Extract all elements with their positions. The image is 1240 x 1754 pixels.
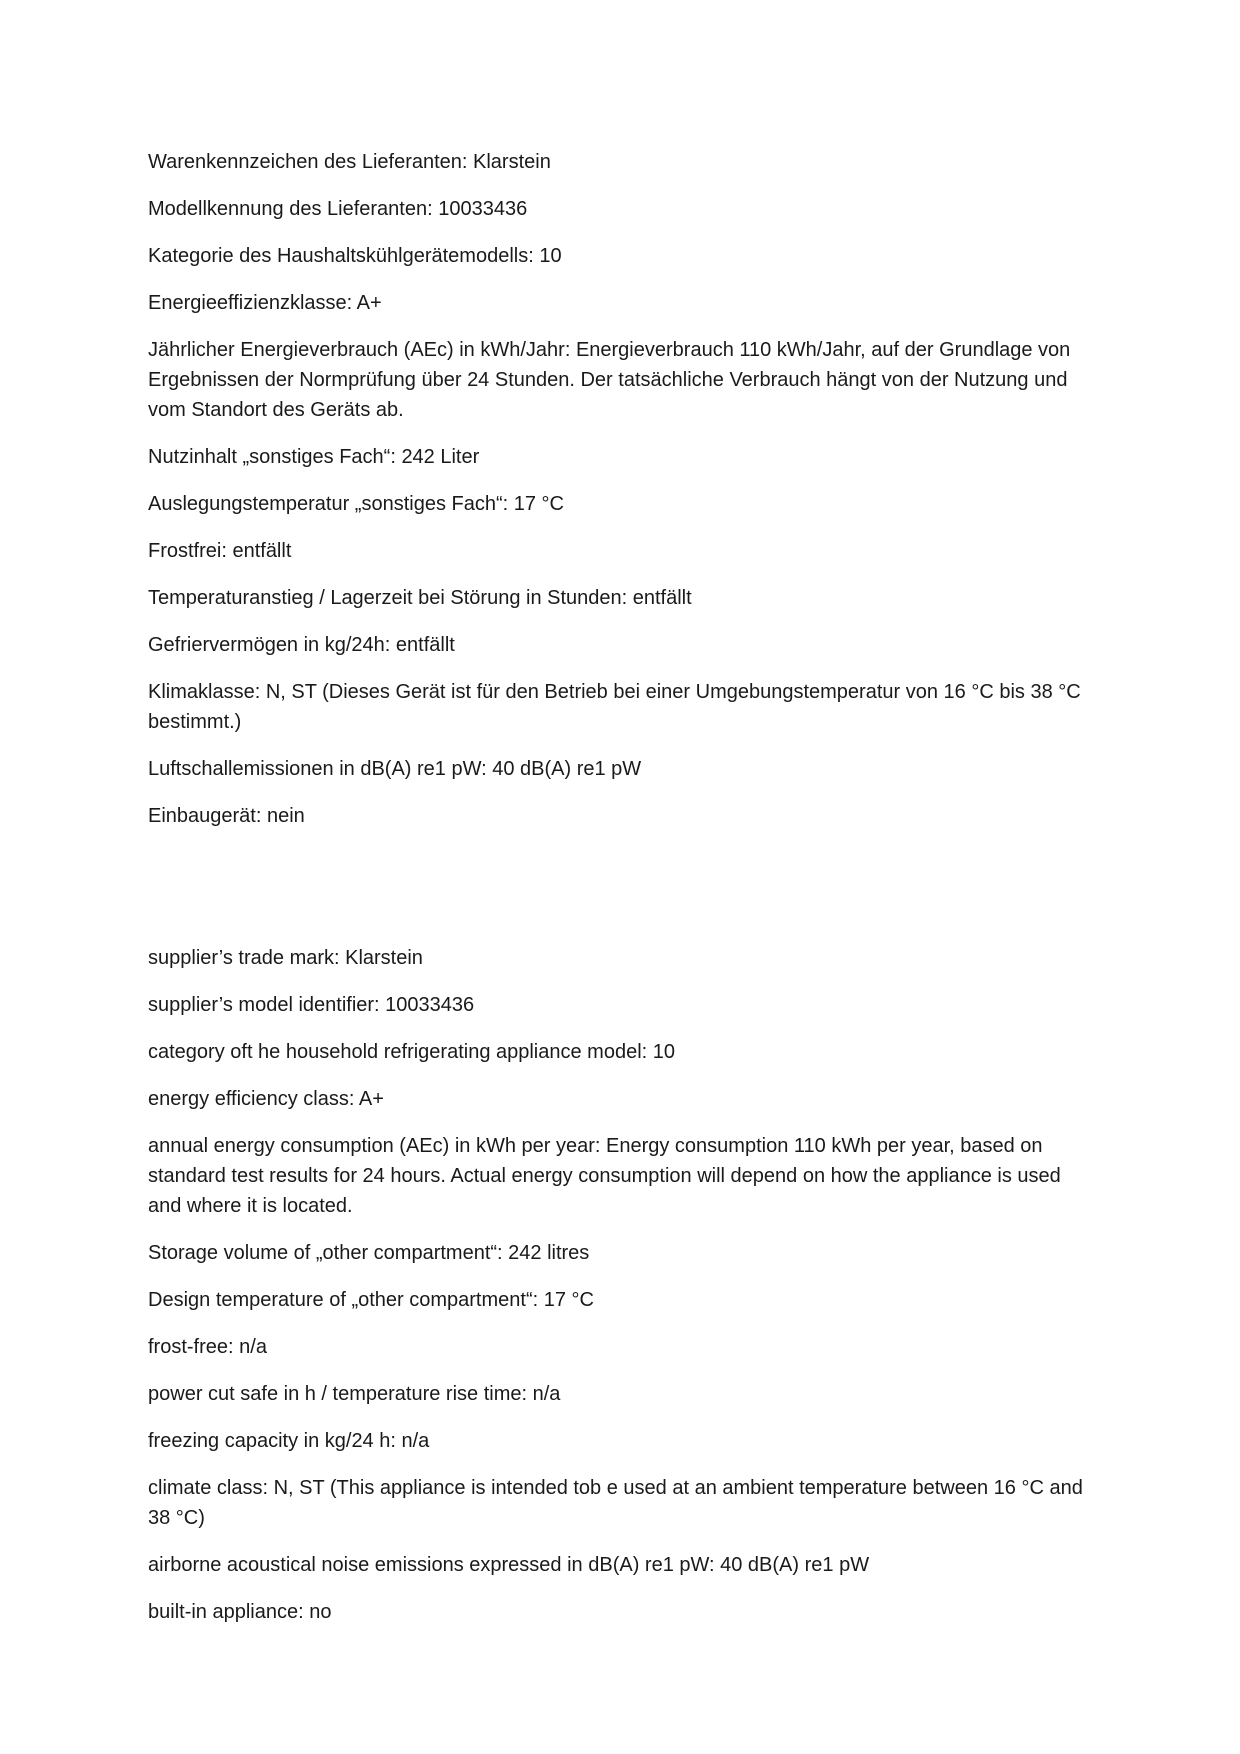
freezing-capacity-en: freezing capacity in kg/24 h: n/a bbox=[148, 1430, 430, 1452]
power-cut-safe-en: power cut safe in h / temperature rise time: n/a bbox=[148, 1383, 561, 1405]
energy-efficiency-class-en: energy efficiency class: A+ bbox=[148, 1088, 384, 1110]
power-cut-safe-de: Temperaturanstieg / Lagerzeit bei Störung in Stunden: entfällt bbox=[148, 587, 692, 609]
supplier-trademark-de: Warenkennzeichen des Lieferanten: Klarstein bbox=[148, 151, 551, 173]
german-product-info-section bbox=[148, 147, 1098, 848]
energy-efficiency-class-de: Energieeffizienzklasse: A+ bbox=[148, 292, 382, 314]
model-identifier-de: Modellkennung des Lieferanten: 10033436 bbox=[148, 198, 528, 220]
built-in-appliance-de: Einbaugerät: nein bbox=[148, 805, 305, 827]
supplier-trademark-en: supplier’s trade mark: Klarstein bbox=[148, 947, 423, 969]
model-identifier-en: supplier’s model identifier: 10033436 bbox=[148, 994, 475, 1016]
design-temperature-en: Design temperature of „other compartment“: 17 °C bbox=[148, 1289, 594, 1311]
english-product-info-section bbox=[148, 943, 1098, 1644]
annual-energy-consumption-en: annual energy consumption (AEc) in kWh per year: Energy consumption 110 kWh per year, based on standard test results for 24 hours. Actual energy consumption will depend on how the appliance is used and where it is located. bbox=[148, 1135, 1061, 1217]
frost-free-en: frost-free: n/a bbox=[148, 1336, 267, 1358]
appliance-category-en: category oft he household refrigerating appliance model: 10 bbox=[148, 1041, 676, 1063]
freezing-capacity-de: Gefriervermögen in kg/24h: entfällt bbox=[148, 634, 455, 656]
design-temperature-de: Auslegungstemperatur „sonstiges Fach“: 17 °C bbox=[148, 493, 564, 515]
noise-emissions-de: Luftschallemissionen in dB(A) re1 pW: 40 dB(A) re1 pW bbox=[148, 758, 642, 780]
climate-class-de: Klimaklasse: N, ST (Dieses Gerät ist für den Betrieb bei einer Umgebungstemperatur von 16 °C bis 38 °C bestimmt.) bbox=[148, 681, 1081, 733]
climate-class-en: climate class: N, ST (This appliance is intended tob e used at an ambient temperature between 16 °C and 38 °C) bbox=[148, 1477, 1083, 1529]
storage-volume-en: Storage volume of „other compartment“: 242 litres bbox=[148, 1242, 590, 1264]
noise-emissions-en: airborne acoustical noise emissions expressed in dB(A) re1 pW: 40 dB(A) re1 pW bbox=[148, 1554, 870, 1576]
storage-volume-de: Nutzinhalt „sonstiges Fach“: 242 Liter bbox=[148, 446, 480, 468]
annual-energy-consumption-de: Jährlicher Energieverbrauch (AEc) in kWh/Jahr: Energieverbrauch 110 kWh/Jahr, auf der Grundlage von Ergebnissen der Normprüfung über 24 Stunden. Der tatsächliche Verbrauch hängt von der Nutzung und vom Standort des Geräts ab. bbox=[148, 339, 1071, 421]
built-in-appliance-en: built-in appliance: no bbox=[148, 1601, 332, 1623]
frost-free-de: Frostfrei: entfällt bbox=[148, 540, 292, 562]
appliance-category-de: Kategorie des Haushaltskühlgerätemodells: 10 bbox=[148, 245, 562, 267]
